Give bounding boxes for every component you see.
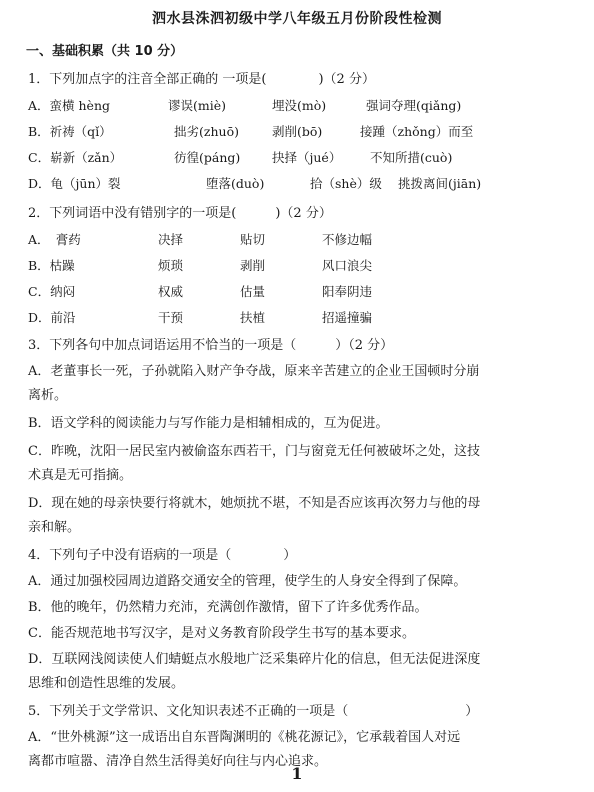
q1-option-c-2: 彷徨(páng) <box>174 150 241 165</box>
q5-option-a: A．“世外桃源”这一成语出自东晋陶渊明的《桃花源记》，它承载着国人对远 <box>28 730 461 745</box>
question-3-stem: 3．下列各句中加点词语运用不恰当的一项是（ ）（2 分） <box>28 338 394 353</box>
q1-option-a-3: 埋没(mò) <box>272 98 327 113</box>
q1-option-c-1: C．崭新（zǎn） <box>28 150 123 165</box>
q4-option-d-cont: 思维和创造性思维的发展。 <box>28 676 185 691</box>
q1-option-b-1: B．祈祷（qǐ） <box>28 124 112 139</box>
q2-option-c-2: 权威 <box>158 284 184 299</box>
q2-option-b-2: 烦琐 <box>158 258 184 273</box>
q3-option-b: B．语文学科的阅读能力与写作能力是相辅相成的，互为促进。 <box>28 416 389 431</box>
q2-option-a-1: A． 膏药 <box>28 232 81 247</box>
q2-option-a-4: 不修边幅 <box>322 232 373 247</box>
section-heading: 一、基础积累（共 10 分） <box>26 44 184 59</box>
question-4-stem: 4．下列句子中没有语病的一项是（ ） <box>28 548 297 563</box>
q3-option-c-cont: 术真是无可指摘。 <box>28 468 133 483</box>
exam-title: 泗水县洙泗初级中学八年级五月份阶段性检测 <box>152 11 442 27</box>
q4-option-d: D．互联网浅阅读使人们蜻蜓点水般地广泛采集碎片化的信息，但无法促进深度 <box>28 652 481 667</box>
q1-option-b-2: 拙劣(zhuō) <box>174 124 239 139</box>
q4-option-c: C．能否规范地书写汉字，是对义务教育阶段学生书写的基本要求。 <box>28 626 415 641</box>
q3-option-a-cont: 离析。 <box>28 388 68 403</box>
q2-option-d-2: 干预 <box>158 310 184 325</box>
q3-option-c: C．昨晚，沈阳一居民室内被偷盗东西若干，门与窗竟无任何被破坏之处，这技 <box>28 444 480 459</box>
q2-option-d-4: 招遥撞骗 <box>322 310 373 325</box>
q1-option-b-4: 接踵（zhǒng）而至 <box>360 124 474 139</box>
q2-option-c-3: 估量 <box>240 284 266 299</box>
q2-option-b-3: 剥削 <box>240 258 266 273</box>
q2-option-c-1: C．纳闷 <box>28 284 76 299</box>
q2-option-c-4: 阳奉阴违 <box>322 284 373 299</box>
page-number: 1 <box>291 764 303 783</box>
q2-option-d-1: D．前沿 <box>28 310 76 325</box>
q1-option-d-2: 堕落(duò) <box>206 176 265 191</box>
q1-option-c-3: 抉择（jué） <box>272 150 342 165</box>
question-5-stem: 5．下列关于文学常识、文化知识表述不正确的一项是（ ） <box>28 704 479 719</box>
q3-option-d: D．现在她的母亲快要行将就木，她烦扰不堪，不知是否应该再次努力与他的母 <box>28 496 481 511</box>
q4-option-a: A．通过加强校园周边道路交通安全的管理，使学生的人身安全得到了保障。 <box>28 574 467 589</box>
q1-option-a-2: 谬误(miè) <box>168 98 227 113</box>
q5-option-a-cont: 离都市喧嚣、清净自然生活得美好向往与内心追求。 <box>28 754 328 769</box>
q3-option-a: A．老董事长一死，子孙就陷入财产争夺战，原来辛苦建立的企业王国顿时分崩 <box>28 364 480 379</box>
q1-option-d-1: D．龟（jūn）裂 <box>28 176 121 191</box>
question-2-stem: 2．下列词语中没有错别字的一项是( )（2 分） <box>28 206 332 221</box>
question-1-stem: 1．下列加点字的注音全部正确的 一项是( )（2 分） <box>28 72 375 87</box>
q1-option-b-3: 剥削(bō) <box>272 124 323 139</box>
q2-option-d-3: 扶植 <box>240 310 266 325</box>
q2-option-a-3: 贴切 <box>240 232 266 247</box>
q1-option-d-3: 拾（shè）级 <box>310 176 382 191</box>
q1-option-d-4: 挑拨离间(jiān) <box>398 176 482 191</box>
q1-option-a-1: A．蛮横 hèng <box>28 98 111 113</box>
q2-option-a-2: 决择 <box>158 232 184 247</box>
q4-option-b: B．他的晚年，仍然精力充沛，充满创作激情，留下了许多优秀作品。 <box>28 600 428 615</box>
q1-option-a-4: 强词夺理(qiǎng) <box>366 98 462 113</box>
q3-option-d-cont: 亲和解。 <box>28 520 81 535</box>
q1-option-c-4: 不知所措(cuò) <box>370 150 453 165</box>
q2-option-b-4: 风口浪尖 <box>322 258 373 273</box>
q2-option-b-1: B．枯躁 <box>28 258 75 273</box>
